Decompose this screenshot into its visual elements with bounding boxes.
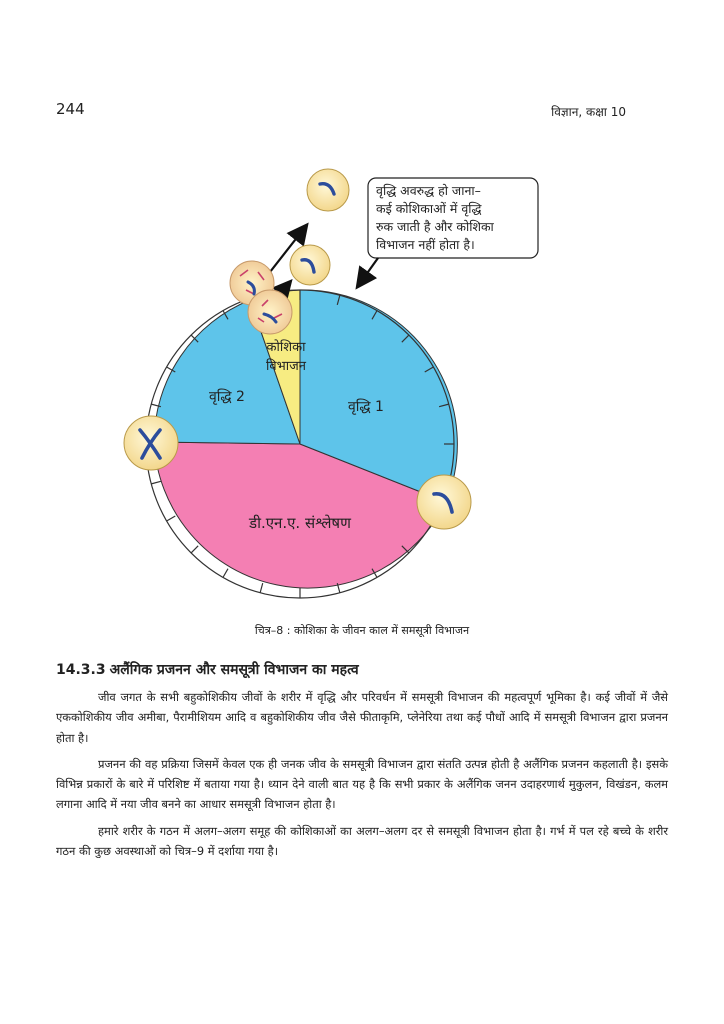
growth-2-label: वृद्धि 2 — [209, 389, 245, 405]
running-header: विज्ञान, कक्षा 10 — [551, 105, 626, 119]
rim-tick — [223, 569, 228, 578]
paragraph-3: हमारे शरीर के गठन में अलग–अलग समूह की कोशिकाओं का अलग–अलग दर से समसूत्री विभाजन होता है। गर्भ में पल रहे बच्चे के शरीर गठन की कुछ अवस्थाओं को चित्र–9 में दर्शाया गया है। — [56, 823, 668, 859]
callout-line-1: वृद्धि अवरुद्ध हो जाना– — [376, 183, 481, 198]
section-number: 14.3.3 — [56, 662, 106, 678]
growth-1-label: वृद्धि 1 — [348, 399, 384, 415]
cell-daughter — [290, 245, 330, 285]
growth-arrest-callout — [368, 178, 538, 258]
cell-division-label-line2: विभाजन — [266, 359, 306, 374]
section-heading — [56, 660, 668, 679]
callout-line-3: रुक जाती है और कोशिका — [376, 219, 494, 234]
rim-tick — [167, 516, 176, 521]
paragraph-2: प्रजनन की वह प्रक्रिया जिसमें केवल एक ही जनक जीव के समसूत्री विभाजन द्वारा संतति उत्पन्न होती है अलैंगिक प्रजनन कहलाती है। इसके विभिन्न प्रकारों के बारे में परिशिष्ट में बताया गया है। ध्यान देने वाली बात यह है कि सभी प्रकार के अलैंगिक जनन उदाहरणार्थ मुकुलन, विखंडन, कलम लगाना आदि में नया जीव बनने का आधार समसूत्री विभाजन होता है। — [56, 756, 668, 812]
cell-g1 — [417, 475, 471, 529]
rim-tick — [151, 481, 161, 484]
callout-line-2: कई कोशिकाओं में वृद्धि — [376, 201, 482, 216]
cell-exiting-cycle — [307, 169, 349, 211]
page-number: 244 — [56, 100, 85, 118]
callout-arrow — [358, 258, 378, 286]
callout-line-4: विभाजन नहीं होता है। — [376, 237, 475, 252]
rim-tick — [260, 583, 263, 593]
section-14-3-3 — [56, 660, 668, 867]
section-title: अलैंगिक प्रजनन और समसूत्री विभाजन का महत्व — [109, 662, 359, 678]
dna-synthesis-label: डी.एन.ए. संश्लेषण — [249, 514, 351, 532]
rim-tick — [191, 546, 198, 553]
cell-g2-replicated — [124, 416, 178, 470]
cell-division-label-line1: कोशिका — [266, 340, 306, 355]
figure-caption: चित्र–8 : कोशिका के जीवन काल में समसूत्री विभाजन — [254, 624, 470, 637]
paragraph-1: जीव जगत के सभी बहुकोशिकीय जीवों के शरीर में वृद्धि और परिवर्धन में समसूत्री विभाजन की महत्वपूर्ण भूमिका है। कई जीवों में जैसे एककोशिकीय जीव अमीबा, पैरामीशियम आदि व बहुकोशिकीय जीव जैसे फीताकृमि, प्लेनेरिया तथा कई पौधों आदि में समसूत्री विभाजन द्वारा प्रजनन होता है। — [56, 690, 668, 745]
